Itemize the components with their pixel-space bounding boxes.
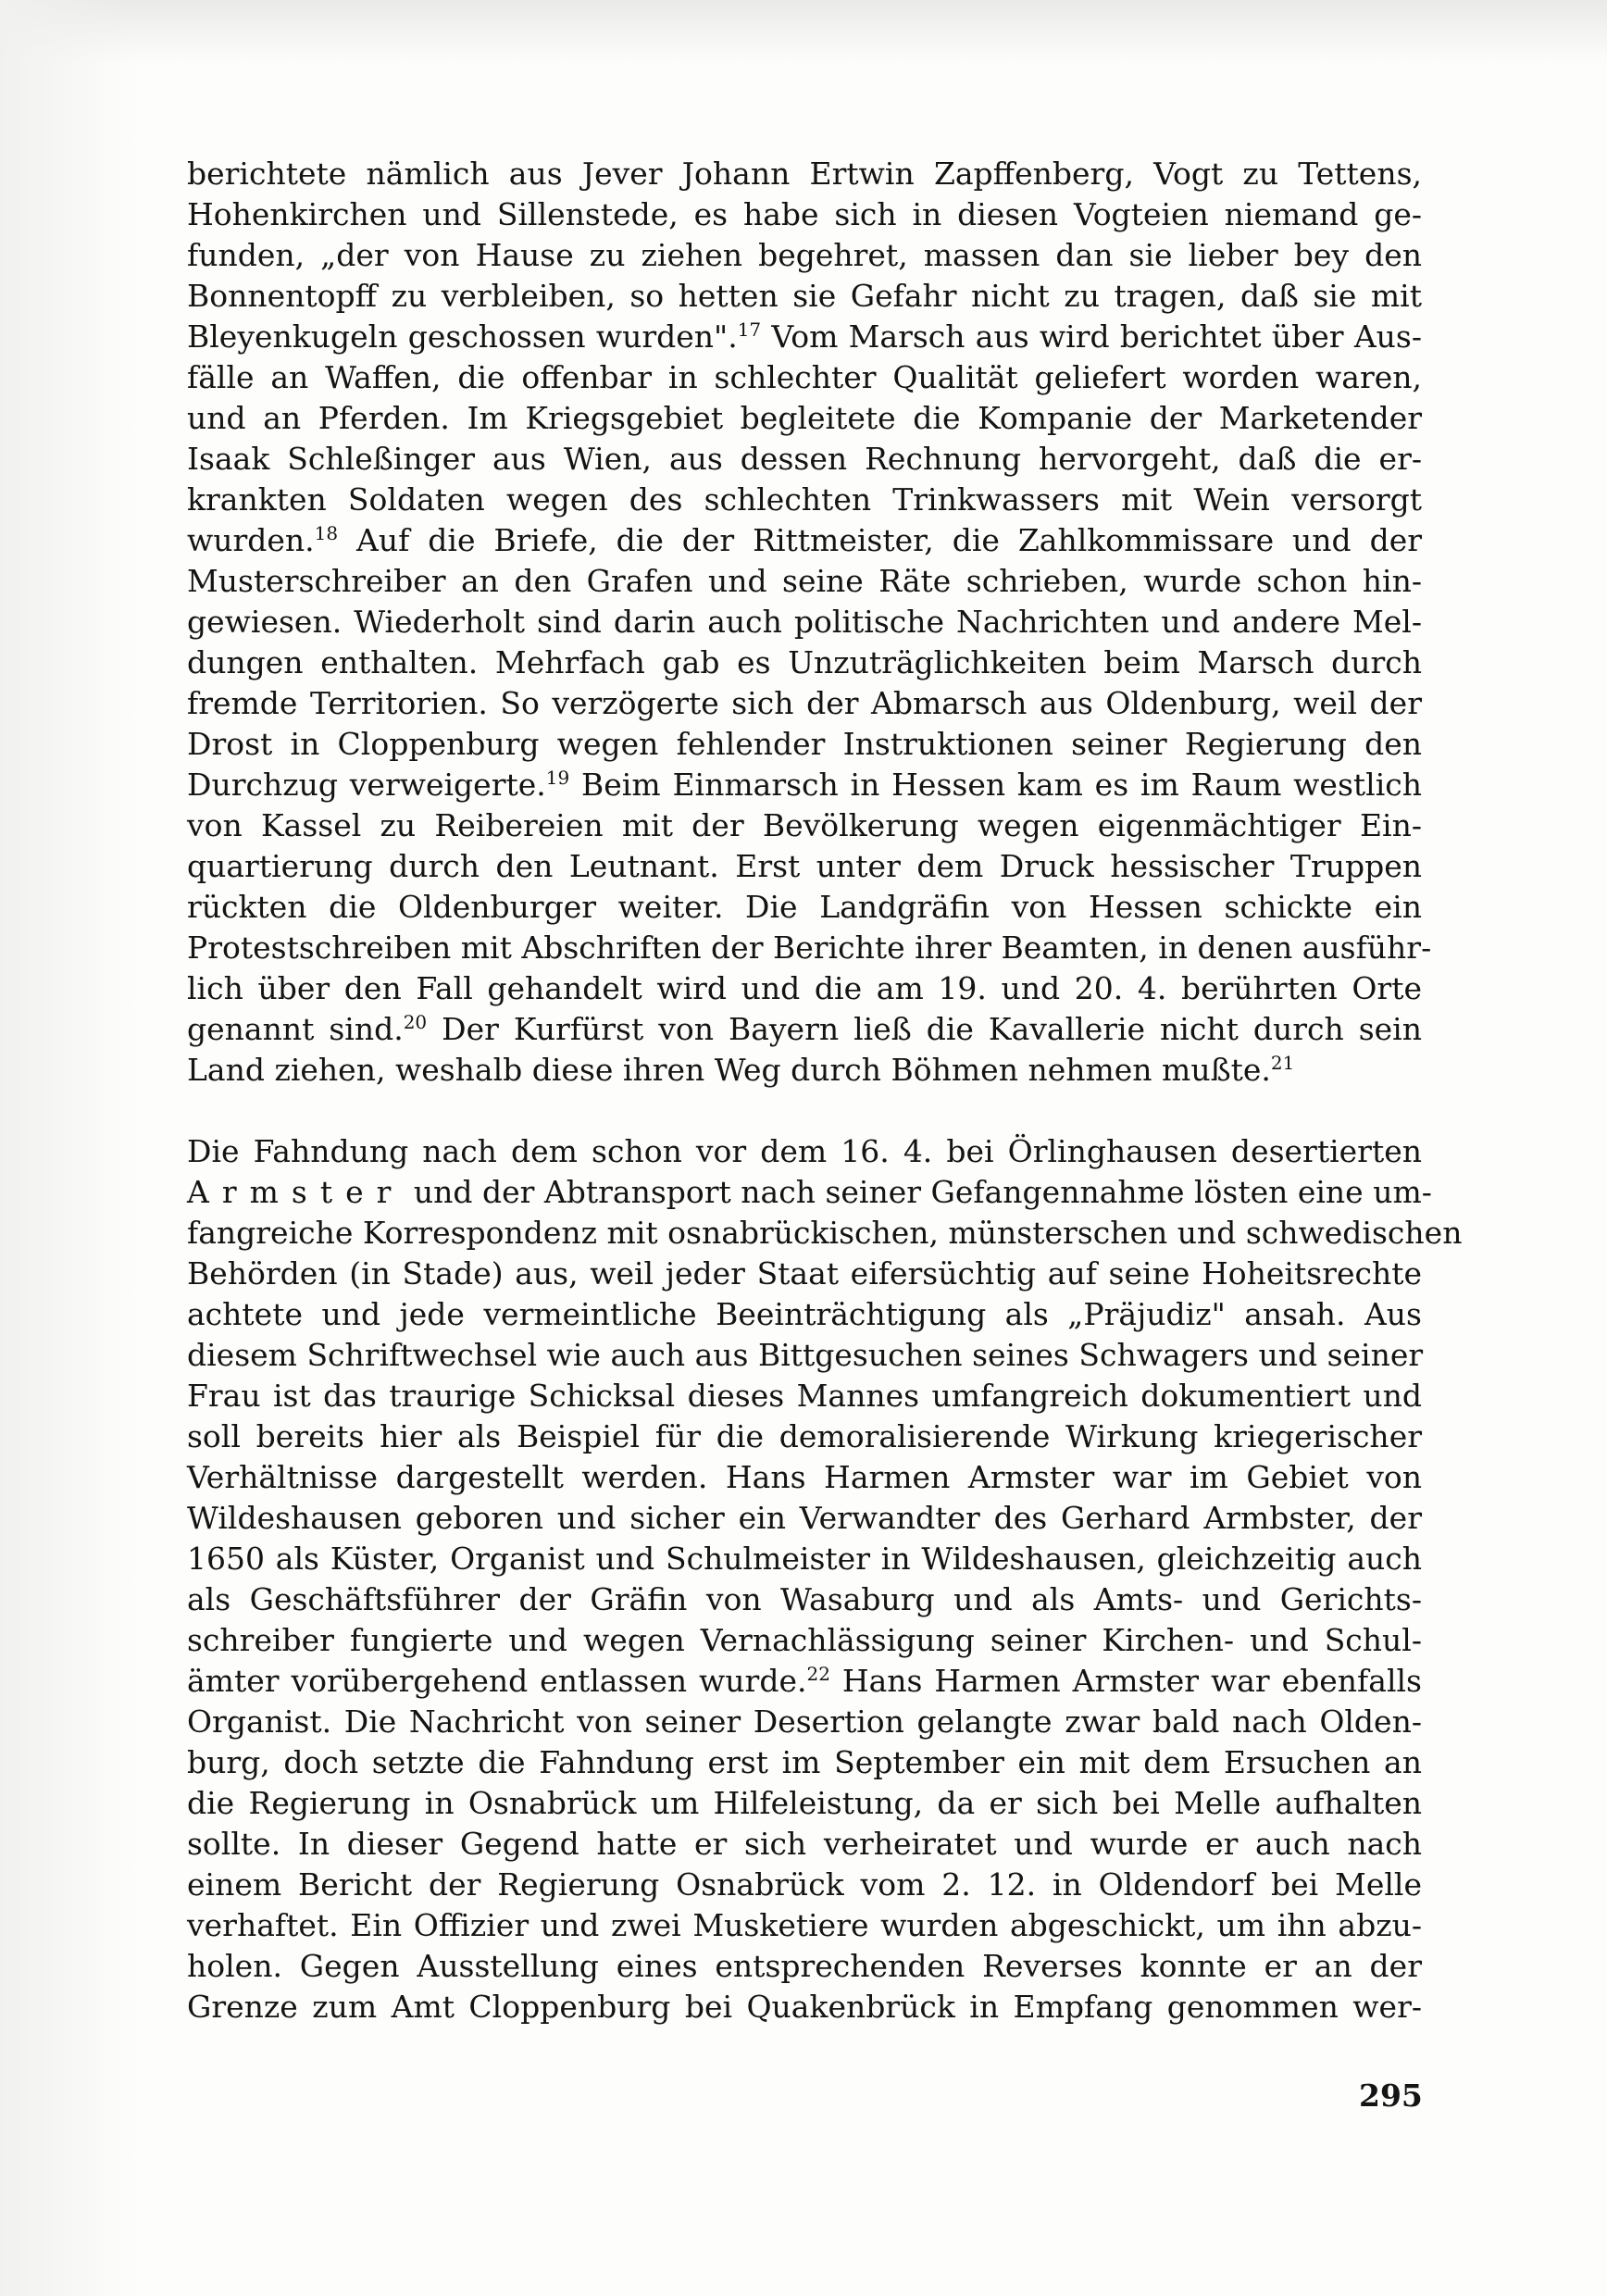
text-line: diesem Schriftwechsel wie auch aus Bittgesuchen seines Schwagers und seiner (187, 1337, 1424, 1373)
paragraph-gap (187, 1091, 1422, 1131)
paragraph-2 (187, 1131, 1463, 2028)
scan-edge-shadow-left (0, 0, 139, 2296)
spaced-name-armster: Armster (187, 1174, 405, 1210)
text-line: Verhältnisse dargestellt werden. Hans Harmen Armster war im Gebiet von (187, 1459, 1422, 1495)
text-line: Drost in Cloppenburg wegen fehlender Instruktionen seiner Regierung den (187, 726, 1422, 762)
text-line: Protestschreiben mit Abschriften der Berichte ihrer Beamten, in denen ausführ- (187, 930, 1432, 966)
text-fragment: genannt sind. (187, 1011, 404, 1047)
text-line: verhaftet. Ein Offizier und zwei Musketiere wurden abgeschickt, um ihn abzu- (187, 1907, 1422, 1943)
text-line: fälle an Waffen, die offenbar in schlechter Qualität geliefert worden waren, (187, 359, 1422, 395)
text-line: Hohenkirchen und Sillenstede, es habe sich in diesen Vogteien niemand ge- (187, 196, 1422, 232)
text-line: sollte. In dieser Gegend hatte er sich verheiratet und wurde er auch nach (187, 1826, 1422, 1862)
text-line: Frau ist das traurige Schicksal dieses Mannes umfangreich dokumentiert und (187, 1378, 1422, 1414)
text-line: und an Pferden. Im Kriegsgebiet begleitete die Kompanie der Marketender (187, 400, 1422, 436)
text-line: die Regierung in Osnabrück um Hilfeleistung, da er sich bei Melle aufhalten (187, 1785, 1422, 1821)
text-fragment: ämter vorübergehend entlassen wurde. (187, 1663, 807, 1699)
text-line: achtete und jede vermeintliche Beeinträchtigung als „Präjudiz" ansah. Aus (187, 1296, 1422, 1332)
footnote-ref-20: 20 (403, 1011, 428, 1033)
text-line: krankten Soldaten wegen des schlechten Trinkwassers mit Wein versorgt (187, 481, 1422, 518)
footnote-ref-19: 19 (545, 767, 570, 789)
text-line: Grenze zum Amt Cloppenburg bei Quakenbrück in Empfang genommen wer- (187, 1989, 1422, 2025)
text-fragment: Hans Harmen Armster war ebenfalls (829, 1663, 1422, 1699)
body-text (187, 154, 1463, 2028)
text-fragment: Der Kurfürst von Bayern ließ die Kavallerie nicht durch sein (427, 1011, 1422, 1047)
text-fragment: Vom Marsch aus wird berichtet über Aus- (761, 318, 1422, 355)
text-line: Musterschreiber an den Grafen und seine Räte schrieben, wurde schon hin- (187, 563, 1422, 599)
text-line: von Kassel zu Reibereien mit der Bevölkerung wegen eigenmächtiger Ein- (187, 807, 1422, 843)
text-line: quartierung durch den Leutnant. Erst unter dem Druck hessischer Truppen (187, 848, 1422, 884)
footnote-ref-18: 18 (314, 522, 339, 544)
text-line: Die Fahndung nach dem schon vor dem 16. 4. bei Örlinghausen desertierten (187, 1133, 1422, 1169)
text-line: fremde Territorien. So verzögerte sich der Abmarsch aus Oldenburg, weil der (187, 685, 1422, 721)
text-line: burg, doch setzte die Fahndung erst im September ein mit dem Ersuchen an (187, 1744, 1422, 1780)
text-line: schreiber fungierte und wegen Vernachlässigung seiner Kirchen- und Schul- (187, 1622, 1422, 1658)
text-line: als Geschäftsführer der Gräfin von Wasaburg und als Amts- und Gerichts- (187, 1581, 1422, 1617)
paragraph-1 (187, 154, 1432, 1091)
footnote-ref-21: 21 (1270, 1052, 1295, 1074)
text-line: Behörden (in Stade) aus, weil jeder Staat eifersüchtig auf seine Hoheitsrechte (187, 1255, 1422, 1292)
page-number: 295 (1359, 2078, 1423, 2114)
text-line: fangreiche Korrespondenz mit osnabrückischen, münsterschen und schwedischen (187, 1215, 1463, 1251)
text-fragment: und der Abtransport nach seiner Gefangennahme lösten eine um- (404, 1174, 1432, 1210)
text-line: funden, „der von Hause zu ziehen begehret, massen dan sie lieber bey den (187, 237, 1422, 273)
text-line (187, 317, 1422, 357)
text-line (187, 765, 1422, 805)
text-fragment: Beim Einmarsch in Hessen kam es im Raum westlich (569, 767, 1422, 803)
text-line: holen. Gegen Ausstellung eines entsprechenden Reverses konnte er an der (187, 1948, 1422, 1984)
text-fragment: Land ziehen, weshalb diese ihren Weg durch Böhmen nehmen mußte. (187, 1052, 1271, 1088)
text-line (187, 1661, 1422, 1702)
text-line: Isaak Schleßinger aus Wien, aus dessen Rechnung hervorgeht, daß die er- (187, 441, 1422, 477)
text-fragment: wurden. (187, 522, 315, 558)
text-line: lich über den Fall gehandelt wird und die am 19. und 20. 4. berührten Orte (187, 970, 1422, 1006)
text-line: Wildeshausen geboren und sicher ein Verwandter des Gerhard Armbster, der (187, 1500, 1422, 1536)
text-line: rückten die Oldenburger weiter. Die Landgräfin von Hessen schickte ein (187, 889, 1422, 925)
text-line (187, 1009, 1422, 1050)
text-line: 1650 als Küster, Organist und Schulmeister in Wildeshausen, gleichzeitig auch (187, 1541, 1422, 1577)
text-line (187, 520, 1422, 561)
text-fragment: Bleyenkugeln geschossen wurden". (187, 318, 738, 355)
text-line: gewiesen. Wiederholt sind darin auch politische Nachrichten und andere Mel- (187, 604, 1422, 640)
text-line (187, 1050, 1422, 1091)
text-line: soll bereits hier als Beispiel für die demoralisierende Wirkung kriegerischer (187, 1418, 1422, 1454)
text-line: berichtete nämlich aus Jever Johann Ertwin Zapffenberg, Vogt zu Tettens, (187, 156, 1422, 192)
footnote-ref-17: 17 (737, 318, 762, 341)
text-line: einem Bericht der Regierung Osnabrück vom 2. 12. in Oldendorf bei Melle (187, 1866, 1422, 1903)
text-line: Organist. Die Nachricht von seiner Desertion gelangte zwar bald nach Olden- (187, 1703, 1422, 1740)
text-fragment: Durchzug verweigerte. (187, 767, 546, 803)
text-line (187, 1172, 1432, 1213)
text-fragment: Auf die Briefe, die der Rittmeister, die Zahlkommissare und der (338, 522, 1422, 558)
text-line: dungen enthalten. Mehrfach gab es Unzuträglichkeiten beim Marsch durch (187, 644, 1422, 680)
text-line: Bonnentopff zu verbleiben, so hetten sie Gefahr nicht zu tragen, daß sie mit (187, 278, 1422, 314)
footnote-ref-22: 22 (806, 1663, 830, 1685)
scan-edge-shadow-top (0, 0, 1607, 65)
